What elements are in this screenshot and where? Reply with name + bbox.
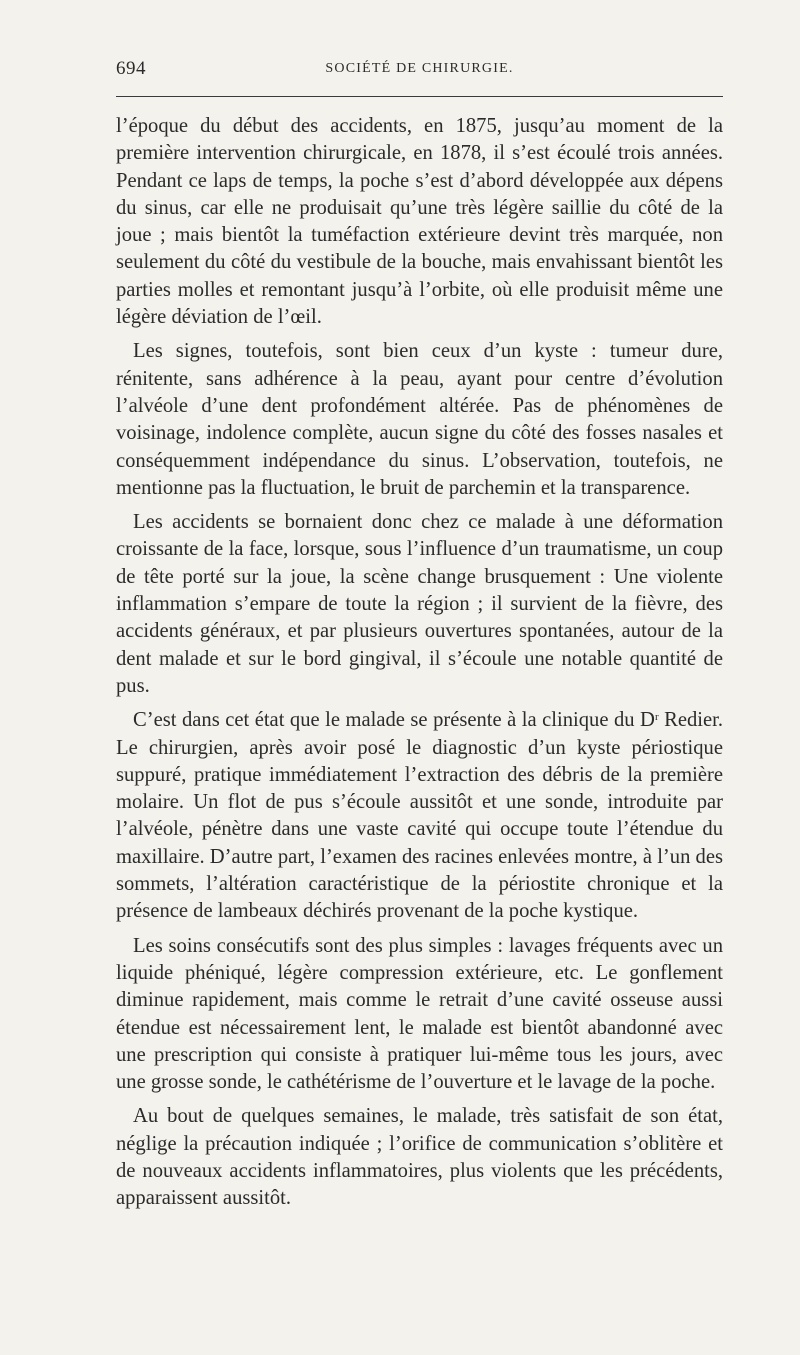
paragraph-4-start: C’est dans cet état que le malade se présente à la clinique du D xyxy=(133,709,655,732)
doctor-abbrev-superscript: r xyxy=(654,711,659,724)
page-header xyxy=(116,58,723,88)
paragraph-5: Les soins consécutifs sont des plus simples : lavages fréquents avec un liquide phéniqué, légère compression extérieure, etc. Le gonflement diminue rapidement, mais comme le retrait d’une cavité osseuse aussi étendue est nécessairement lent, le malade est bientôt abandonné avec une prescription qui consiste à pratiquer lui-même tous les jours, avec une grosse sonde, le cathétérisme de l’ouverture et le lavage de la poche. xyxy=(116,934,723,1094)
body-text xyxy=(116,113,723,1220)
page-number: 694 xyxy=(116,58,146,79)
paragraph-3: Les accidents se bornaient donc chez ce malade à une déformation croissante de la face, lorsque, sous l’influence d’un traumatisme, un coup de tête porté sur la joue, la scène change brusquement : Une violente inflammation s’empare de toute la région ; il survient de la fièvre, des accidents généraux, et par plusieurs ouvertures spontanées, autour de la dent malade et sur le bord gingival, il s’écoule une notable quantité de pus. xyxy=(116,511,723,697)
paragraph-6: Au bout de quelques semaines, le malade, très satisfait de son état, néglige la précaution indiquée ; l’orifice de communication s’oblitère et de nouveaux accidents inflammatoires, plus violents que les précédents, apparaissent aussitôt. xyxy=(116,1105,723,1210)
paragraph-4-end: Redier. Le chirurgien, après avoir posé le diagnostic d’un kyste périostique suppuré, pratique immédiatement l’extraction des débris de la première molaire. Un flot de pus s’écoule aussitôt et une sonde, introduite par l’alvéole, pénètre dans une vaste cavité qui occupe toute l’étendue du maxillaire. D’autre part, l’examen des racines enlevées montre, à l’un des sommets, l’altération caractéristique de la périostite chronique et la présence de lambeaux déchirés provenant de la poche kystique. xyxy=(116,709,724,923)
paragraph-4 xyxy=(116,707,723,925)
paragraph-1: l’époque du début des accidents, en 1875, jusqu’au moment de la première intervention chirurgicale, en 1878, il s’est écoulé trois années. Pendant ce laps de temps, la poche s’est d’abord développée aux dépens du sinus, car elle ne produisait qu’une très légère saillie du côté de la joue ; mais bientôt la tuméfaction extérieure devint très marquée, non seulement du côté du vestibule de la bouche, mais envahissant bientôt les parties molles et remontant jusqu’à l’orbite, où elle produisit même une légère déviation de l’œil. xyxy=(116,115,723,329)
header-rule xyxy=(116,96,723,97)
running-title: SOCIÉTÉ DE CHIRURGIE. xyxy=(325,61,514,76)
paragraph-2: Les signes, toutefois, sont bien ceux d’un kyste : tumeur dure, rénitente, sans adhérence à la peau, ayant pour centre d’évolution l’alvéole d’une dent profondément altérée. Pas de phénomènes de voisinage, indolence complète, aucun signe du côté des fosses nasales et conséquemment indépendance du sinus. L’observation, toutefois, ne mentionne pas la fluctuation, le bruit de parchemin et la transparence. xyxy=(116,340,723,499)
